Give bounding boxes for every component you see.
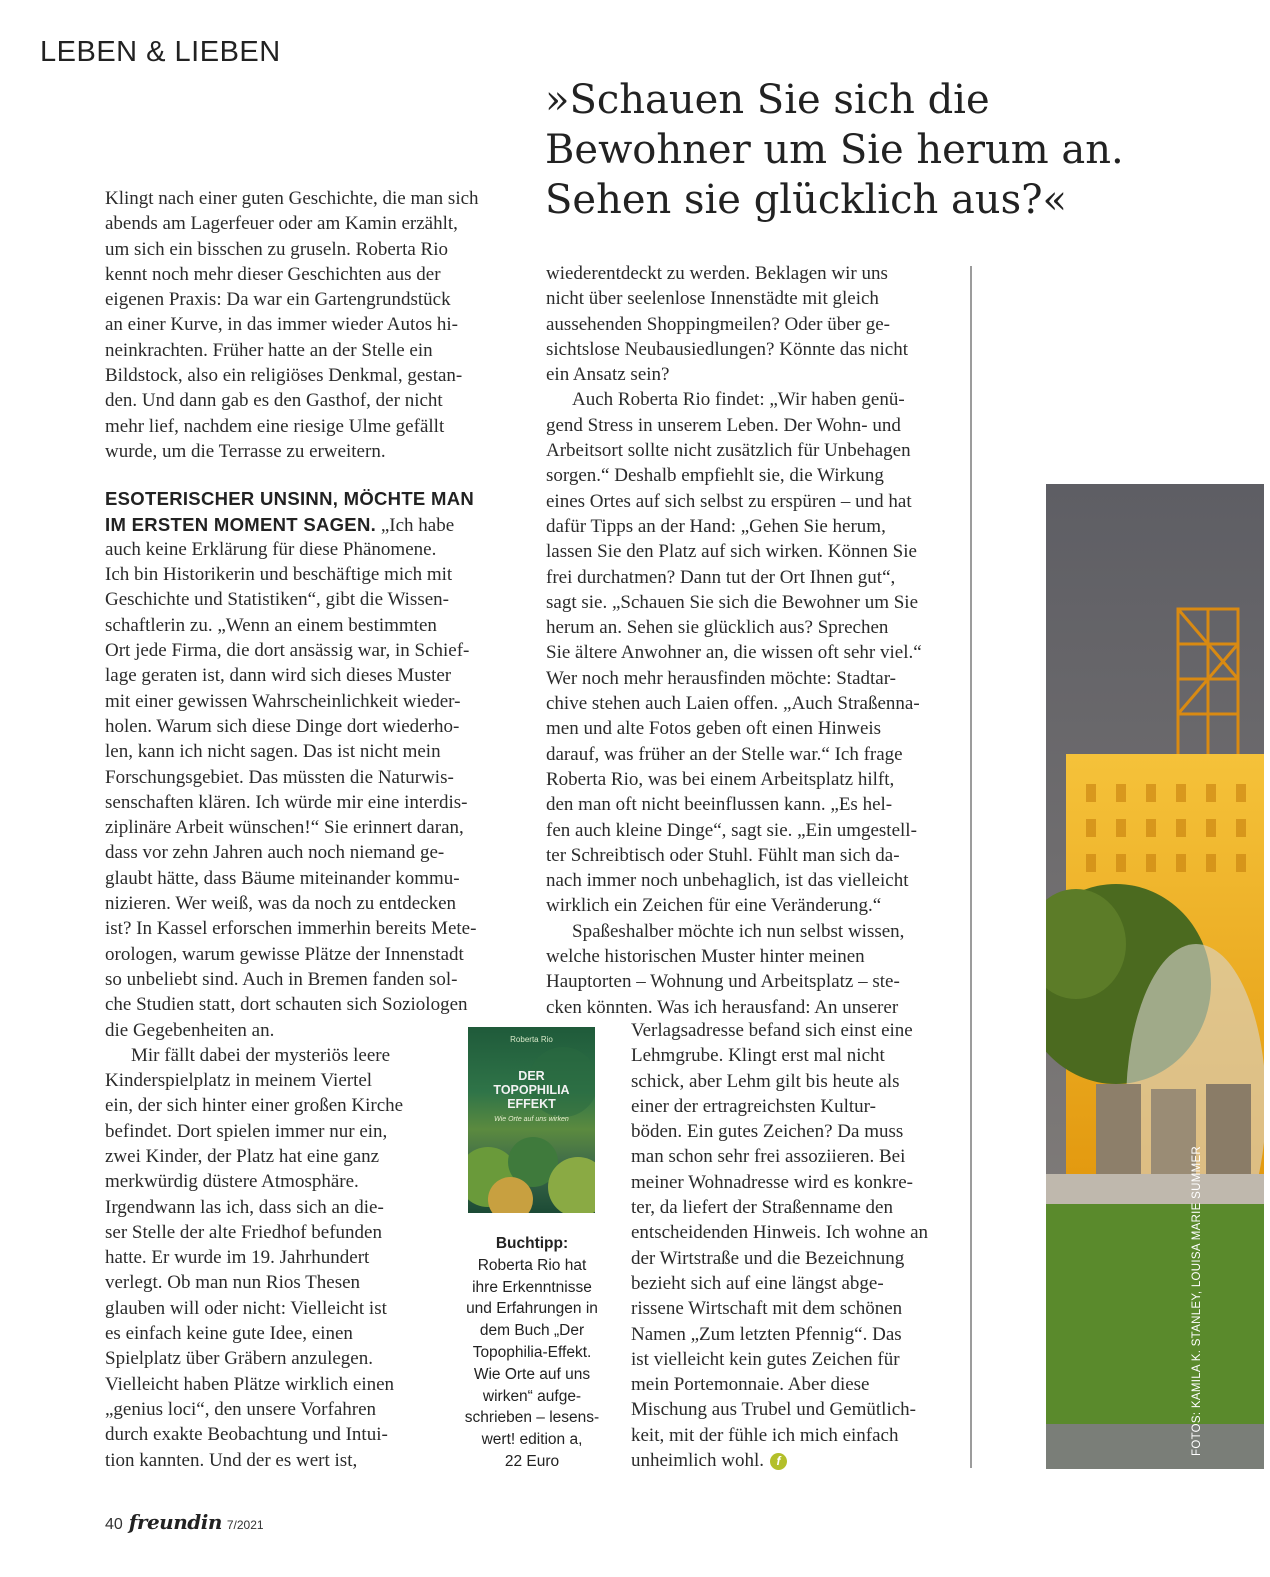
caption-line: Roberta Rio hat	[477, 1256, 587, 1274]
text-line: sichtslose Neubausiedlungen? Könnte das nicht	[546, 338, 908, 360]
text-line: Ich bin Historikerin und beschäftige mich mit	[105, 564, 453, 586]
text-line: wurde, um die Terrasse zu erweitern.	[105, 440, 386, 462]
magazine-logo: freundin	[128, 1510, 222, 1534]
text-line: len, kann ich nicht sagen. Das ist nicht mein	[105, 741, 441, 763]
text-line: einer der ertragreichsten Kultur-	[631, 1095, 876, 1117]
text-line: „genius loci“, den unsere Vorfahren	[105, 1398, 377, 1420]
text-line: den. Und dann gab es den Gasthof, der nicht	[105, 390, 443, 412]
text-line: holen. Warum sich diese Dinge dort wiederho-	[105, 715, 460, 737]
text-line: befindet. Dort spielen immer nur ein,	[105, 1120, 388, 1142]
text-line: zwei Kinder, der Platz hat eine ganz	[105, 1145, 380, 1167]
text-line: nach immer noch unbehaglich, ist das vielleicht	[546, 870, 909, 892]
issue-number: 7/2021	[226, 1518, 264, 1532]
text-line: keit, mit der fühle ich mich einfach	[631, 1424, 899, 1446]
pull-quote-line: Sehen sie glücklich aus?«	[545, 177, 1068, 223]
text-line: ziplinäre Arbeit wünschen!“ Sie erinnert daran,	[105, 817, 464, 839]
text-line: Kinderspielplatz in meinem Viertel	[105, 1070, 373, 1092]
page-number: 40	[105, 1516, 123, 1533]
paragraph	[105, 537, 525, 1043]
text-line: den man oft nicht beeinflussen kann. „Es hel-	[546, 794, 893, 816]
text-line: Forschungsgebiet. Das müssten die Naturwis-	[105, 766, 454, 788]
text-line: schick, aber Lehm gilt bis heute als	[631, 1070, 900, 1092]
caption-line: Topophilia-Effekt.	[472, 1343, 592, 1361]
text-line: glaubt hätte, dass Bäume miteinander kommu-	[105, 867, 460, 889]
text-line: mein Portemonnaie. Aber diese	[631, 1374, 870, 1396]
text-line: Roberta Rio, was bei einem Arbeitsplatz hilft,	[546, 768, 895, 790]
text-line: Geschichte und Statistiken“, gibt die Wissen-	[105, 589, 449, 611]
text-line: man schon sehr frei assoziieren. Bei	[631, 1146, 906, 1168]
text-line: nizieren. Wer weiß, was da noch zu entdecken	[105, 893, 457, 915]
text-line: rissene Wirtschaft mit dem schönen	[631, 1298, 903, 1320]
text-line: eigenen Praxis: Da war ein Gartengrundstück	[105, 289, 451, 311]
text-line: unheimlich wohl. f	[631, 1448, 971, 1473]
text-line: schaftlerin zu. „Wenn an einem bestimmten	[105, 614, 437, 636]
caption-line: und Erfahrungen in	[466, 1300, 598, 1318]
text-line: Lehmgrube. Klingt erst mal nicht	[631, 1045, 885, 1067]
text-line: mit einer gewissen Wahrscheinlichkeit wieder-	[105, 690, 461, 712]
caption-line: schrieben – lesens-	[464, 1409, 600, 1427]
text-line: herum an. Sehen sie glücklich aus? Sprechen	[546, 617, 889, 639]
text-line: böden. Ein gutes Zeichen? Da muss	[631, 1121, 904, 1143]
text-line: ein, der sich hinter einer großen Kirche	[105, 1095, 404, 1117]
article-column-2-continued	[631, 1018, 971, 1473]
text-line: dafür Tipps an der Hand: „Gehen Sie herum,	[546, 515, 886, 537]
text-line: lassen Sie den Platz auf sich wirken. Können Sie	[546, 541, 917, 563]
photo-illustration	[1046, 484, 1264, 1469]
subhead-line: IM ERSTEN MOMENT SAGEN. „Ich habe	[105, 513, 455, 536]
text-line: Auch Roberta Rio findet: „Wir haben genü-	[572, 389, 905, 411]
text-line: Arbeitsort sollte nicht zusätzlich für Unbehagen	[546, 440, 911, 462]
text-line: neinkrachten. Früher hatte an der Stelle ein	[105, 339, 433, 361]
text-line: es einfach keine gute Idee, einen	[105, 1323, 353, 1345]
text-line: Mir fällt dabei der mysteriös leere	[131, 1044, 391, 1066]
end-mark-icon: f	[770, 1453, 787, 1470]
text-line: ist? In Kassel erforschen immerhin bereits Mete-	[105, 918, 477, 940]
column-divider	[970, 266, 972, 1468]
pull-quote-line: »Schauen Sie sich die	[545, 77, 990, 123]
text-line: Sie ältere Anwohner an, die wissen oft sehr viel.“	[546, 642, 922, 664]
text-line: um sich ein bisschen zu gruseln. Roberta Rio	[105, 238, 448, 260]
text-line: entscheidenden Hinweis. Ich wohne an	[631, 1222, 929, 1244]
text-line: Verlagsadresse befand sich einst eine	[631, 1020, 913, 1041]
paragraph	[546, 919, 966, 1020]
text-line: fen auch kleine Dinge“, sagt sie. „Ein umgestell-	[546, 819, 917, 841]
text-line: Mischung aus Trubel und Gemütlich-	[631, 1399, 916, 1421]
text-line: ter, da liefert der Straßenname den	[631, 1197, 893, 1219]
text-line: sagt sie. „Schauen Sie sich die Bewohner um Sie	[546, 591, 919, 613]
text-line: Spaßeshalber möchte ich nun selbst wissen,	[572, 920, 905, 942]
text-line: frei durchatmen? Dann tut der Ort Ihnen gut“,	[546, 566, 896, 588]
text-line: tion kannten. Und der es wert ist,	[105, 1449, 358, 1471]
text-line: ser Stelle der alte Friedhof befunden	[105, 1221, 382, 1243]
text-line: sorgen.“ Deshalb empfiehlt sie, die Wirkung	[546, 465, 884, 487]
book-title: DER TOPOPHILIA EFFEKT	[493, 1069, 570, 1111]
text-line: Hauptorten – Wohnung und Arbeitsplatz – ste-	[546, 971, 900, 993]
text-line: Wer noch mehr herausfinden möchte: Stadtar-	[546, 667, 896, 689]
photo-credit: FOTOS: KAMILA K. STANLEY, LOUISA MARIE SUMMER	[1191, 1145, 1203, 1456]
text-line: ist vielleicht kein gutes Zeichen für	[631, 1348, 900, 1370]
text-line: men und alte Fotos geben oft einen Hinweis	[546, 718, 882, 740]
text-line: mehr lief, nachdem eine riesige Ulme gefällt	[105, 415, 445, 437]
text-line: abends am Lagerfeuer oder am Kamin erzählt,	[105, 213, 458, 235]
caption-line: 22 Euro	[504, 1452, 560, 1470]
text-line: merkwürdig düstere Atmosphäre.	[105, 1171, 359, 1193]
text-line: Ort jede Firma, die dort ansässig war, in Schief-	[105, 640, 470, 662]
text-line: dass vor zehn Jahren auch noch niemand ge-	[105, 842, 445, 864]
paragraph	[546, 387, 966, 918]
paragraph	[546, 261, 966, 387]
book-tip-caption	[452, 1233, 612, 1473]
text-line: ein Ansatz sein?	[546, 364, 670, 386]
article-column-2	[546, 261, 966, 1020]
text-line: nicht über seelenlose Innenstädte mit gleich	[546, 288, 879, 310]
pull-quote	[545, 75, 1245, 225]
text-line: Klingt nach einer guten Geschichte, die man sich	[105, 188, 479, 209]
text-line: an einer Kurve, in das immer wieder Autos hi-	[105, 314, 458, 336]
text-line: kennt noch mehr dieser Geschichten aus der	[105, 263, 441, 285]
book-subtitle: Wie Orte auf uns wirken	[494, 1116, 569, 1123]
text-line: glauben will oder nicht: Vielleicht ist	[105, 1297, 387, 1319]
paragraph	[105, 186, 525, 464]
city-fountain-photo	[1046, 484, 1264, 1469]
text-line: che Studien statt, dort schauten sich Soziologen	[105, 994, 468, 1016]
text-line: Bildstock, also ein religiöses Denkmal, gestan-	[105, 365, 463, 387]
text-line: chive stehen auch Laien offen. „Auch Straßenna-	[546, 693, 920, 715]
text-line: die Gegebenheiten an.	[105, 1019, 275, 1041]
text-line: cken könnten. Was ich herausfand: An unserer	[546, 996, 899, 1018]
paragraph	[631, 1018, 971, 1473]
caption-line: Wie Orte auf uns	[473, 1365, 591, 1383]
text-line: aussehenden Shoppingmeilen? Oder über ge-	[546, 313, 891, 335]
text-line: gend Stress in unserem Leben. Der Wohn- und	[546, 414, 901, 436]
page-footer	[105, 1510, 264, 1534]
text-line: bezieht sich auf eine längst abge-	[631, 1272, 884, 1294]
text-line: wirklich ein Zeichen für eine Veränderung.“	[546, 895, 882, 917]
subhead-line: ESOTERISCHER UNSINN, MÖCHTE MAN	[105, 488, 475, 510]
text-line: Irgendwann las ich, dass sich an die-	[105, 1196, 384, 1218]
caption-line: wirken“ aufge-	[482, 1387, 582, 1405]
text-line: auch keine Erklärung für diese Phänomene.	[105, 538, 437, 560]
text-line: orologen, warum gewisse Plätze der Innenstadt	[105, 943, 464, 965]
pull-quote-line: Bewohner um Sie herum an.	[545, 127, 1124, 173]
section-label: LEBEN & LIEBEN	[40, 36, 281, 68]
text-line: Namen „Zum letzten Pfennig“. Das	[631, 1323, 902, 1345]
book-cover-image	[468, 1027, 595, 1213]
text-line: wiederentdeckt zu werden. Beklagen wir uns	[546, 263, 888, 284]
text-line: lage geraten ist, dann wird sich dieses Muster	[105, 665, 452, 687]
caption-line: dem Buch „Der	[479, 1322, 585, 1340]
text-line: ter Schreibtisch oder Stuhl. Fühlt man sich da-	[546, 844, 900, 866]
text-line: Spielplatz über Gräbern anzulegen.	[105, 1348, 373, 1370]
caption-line: ihre Erkenntnisse	[472, 1278, 592, 1296]
text-line: senschaften klären. Ich würde mir eine interdis-	[105, 791, 468, 813]
text-line: hatte. Er wurde im 19. Jahrhundert	[105, 1247, 370, 1269]
text-line: darauf, was früher an der Stelle war.“ Ich frage	[546, 743, 903, 765]
text-line: eines Ortes auf sich selbst zu erspüren – und hat	[546, 490, 912, 512]
text-line: verlegt. Ob man nun Rios Thesen	[105, 1272, 361, 1294]
text-line: so unbeliebt sind. Auch in Bremen fanden sol-	[105, 968, 458, 990]
caption-heading: Buchtipp:	[495, 1235, 569, 1252]
text-line: welche historischen Muster hinter meinen	[546, 946, 865, 968]
book-author: Roberta Rio	[510, 1035, 553, 1044]
caption-line: wert! edition a,	[481, 1431, 583, 1449]
text-line: Vielleicht haben Plätze wirklich einen	[105, 1373, 395, 1395]
text-line: meiner Wohnadresse wird es konkre-	[631, 1171, 913, 1193]
text-line: durch exakte Beobachtung und Intui-	[105, 1424, 388, 1446]
text-line: der Wirtstraße und die Bezeichnung	[631, 1247, 905, 1269]
